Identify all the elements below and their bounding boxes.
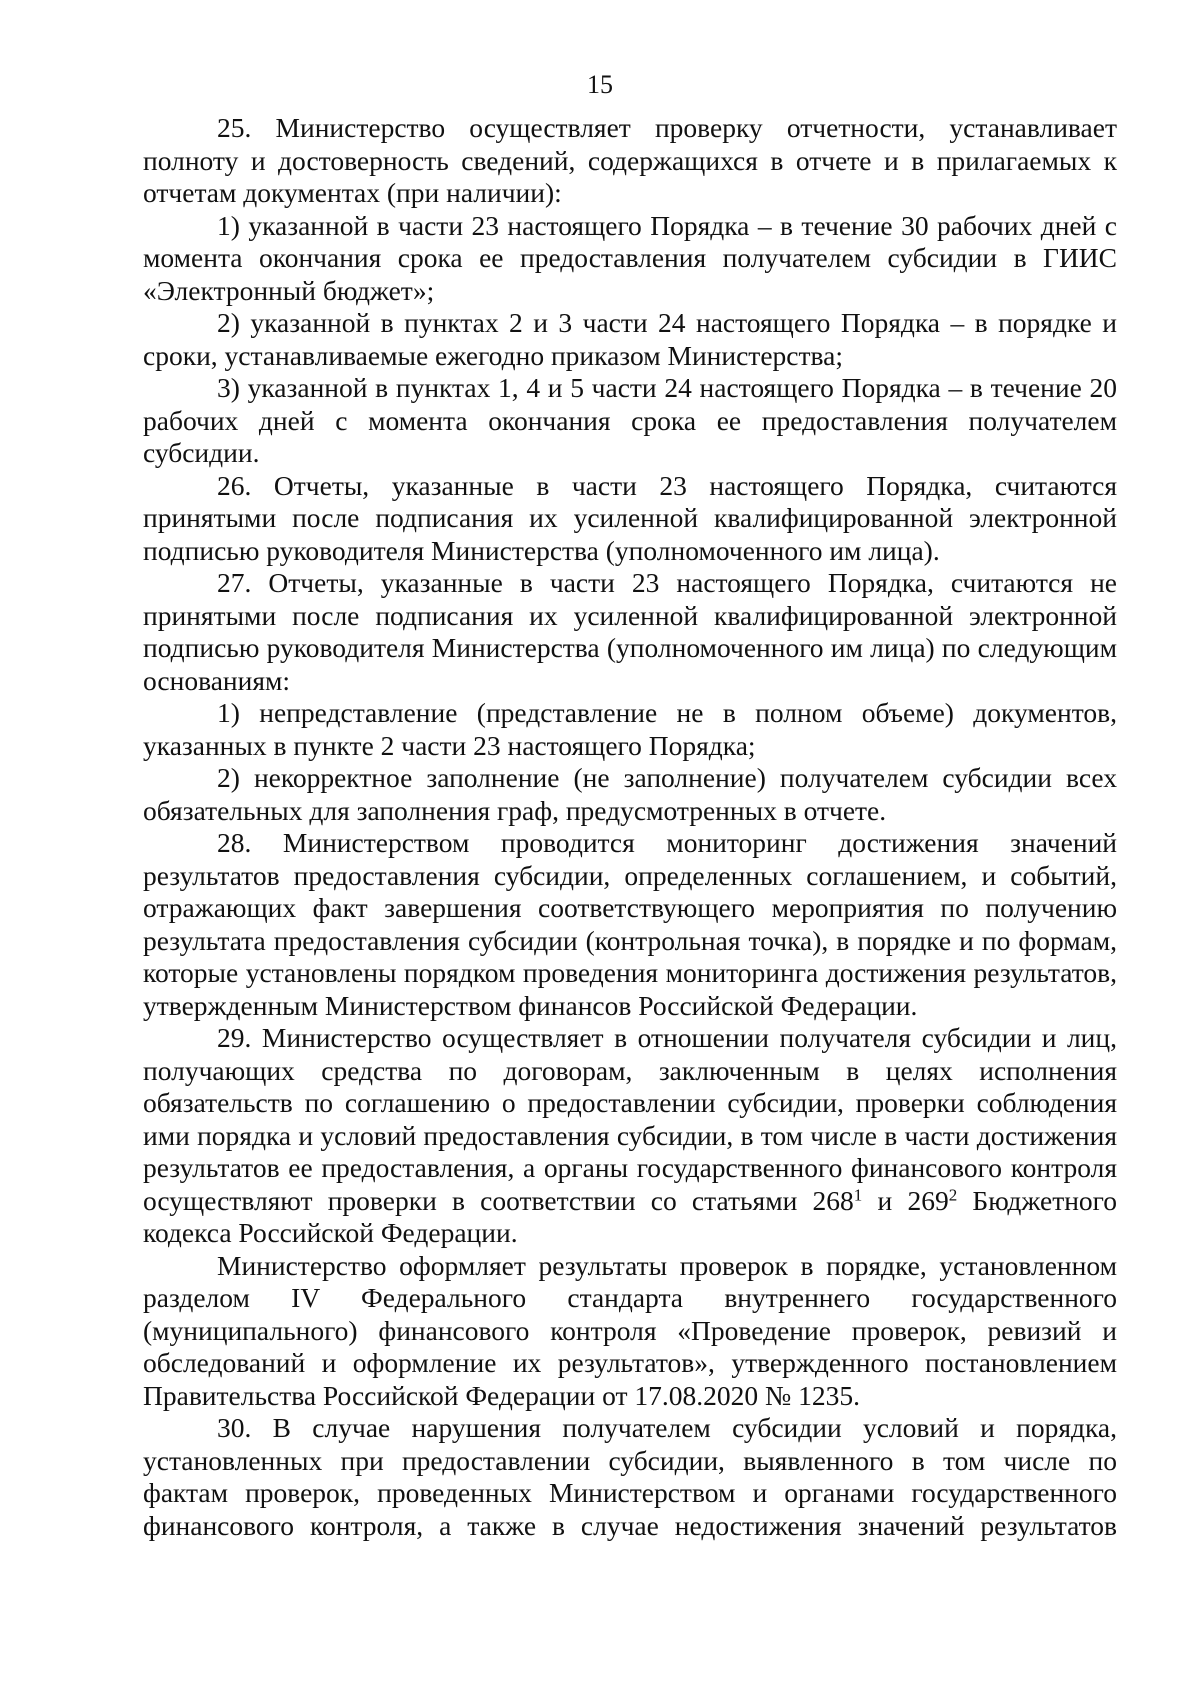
- article-268-ref: $268^1$: [812, 1184, 863, 1216]
- paragraph-29-text: 29. Министерство осуществляет в отношении получателя субсидии и лиц, получающих средства по договорам, заключенным в целях исполнения обязательств по соглашению о предоставлении субсидии, проверки соблюдения ими порядка и условий предоставления субсидии, в том числе в части достижения результатов ее предоставления, а органы государственного финансового контроля осуществляют проверки в соответствии со статьями: [143, 1022, 1117, 1216]
- paragraph-25: 25. Министерство осуществляет проверку отчетности, устанавливает полноту и достоверность сведений, содержащихся в отчете и в прилагаемых к отчетам документах (при наличии):: [143, 112, 1117, 208]
- page-number: 15: [587, 70, 613, 99]
- conjunction: и: [862, 1184, 908, 1216]
- document-body: [143, 112, 1117, 1542]
- paragraph-27-item-1: 1) непредставление (представление не в полном объеме) документов, указанных в пункте 2 части 23 настоящего Порядка;: [143, 697, 1117, 761]
- paragraph-27-item-2: 2) некорректное заполнение (не заполнение) получателем субсидии всех обязательных для заполнения граф, предусмотренных в отчете.: [143, 762, 1117, 826]
- paragraph-26: 26. Отчеты, указанные в части 23 настоящего Порядка, считаются принятыми после подписания их усиленной квалифицированной электронной подписью руководителя Министерства (уполномоченного им лица).: [143, 469, 1117, 566]
- paragraph-25-item-3: 3) указанной в пунктах 1, 4 и 5 части 24 настоящего Порядка – в течение 20 рабочих дней с момента окончания срока ее предоставления получателем субсидии.: [143, 372, 1117, 468]
- paragraph-28: 28. Министерством проводится мониторинг достижения значений результатов предоставления субсидии, определенных соглашением, и событий, отражающих факт завершения соответствующего мероприятия по получению результата предоставления субсидии (контрольная точка), в порядке и по формам, которые установлены порядком проведения мониторинга достижения результатов, утвержденным Министерством финансов Российской Федерации.: [143, 827, 1117, 1021]
- paragraph-25-item-2: 2) указанной в пунктах 2 и 3 части 24 настоящего Порядка – в порядке и сроки, устанавливаемые ежегодно приказом Министерства;: [143, 307, 1117, 371]
- paragraph-29: [143, 1022, 1117, 1250]
- paragraph-29-tail: Бюджетного кодекса Российской Федерации.: [143, 1184, 1118, 1248]
- article-269-ref: $269^2$: [907, 1184, 958, 1216]
- paragraph-25-item-1: 1) указанной в части 23 настоящего Порядка – в течение 30 рабочих дней с момента окончания срока ее предоставления получателем субсидии в ГИИС «Электронный бюджет»;: [143, 209, 1117, 306]
- paragraph-30: 30. В случае нарушения получателем субсидии условий и порядка, установленных при предоставлении субсидии, выявленного в том числе по фактам проверок, проведенных Министерством и органами государственного финансового контроля, а также в случае недостижения значений результатов: [143, 1412, 1117, 1541]
- paragraph-27: 27. Отчеты, указанные в части 23 настоящего Порядка, считаются не принятыми после подписания их усиленной квалифицированной электронной подписью руководителя Министерства (уполномоченного им лица) по следующим основаниям:: [143, 567, 1117, 696]
- paragraph-29-continuation: Министерство оформляет результаты проверок в порядке, установленном разделом IV Федерального стандарта внутреннего государственного (муниципального) финансового контроля «Проведение проверок, ревизий и обследований и оформление их результатов», утвержденного постановлением Правительства Российской Федерации от 17.08.2020 № 1235.: [143, 1249, 1117, 1411]
